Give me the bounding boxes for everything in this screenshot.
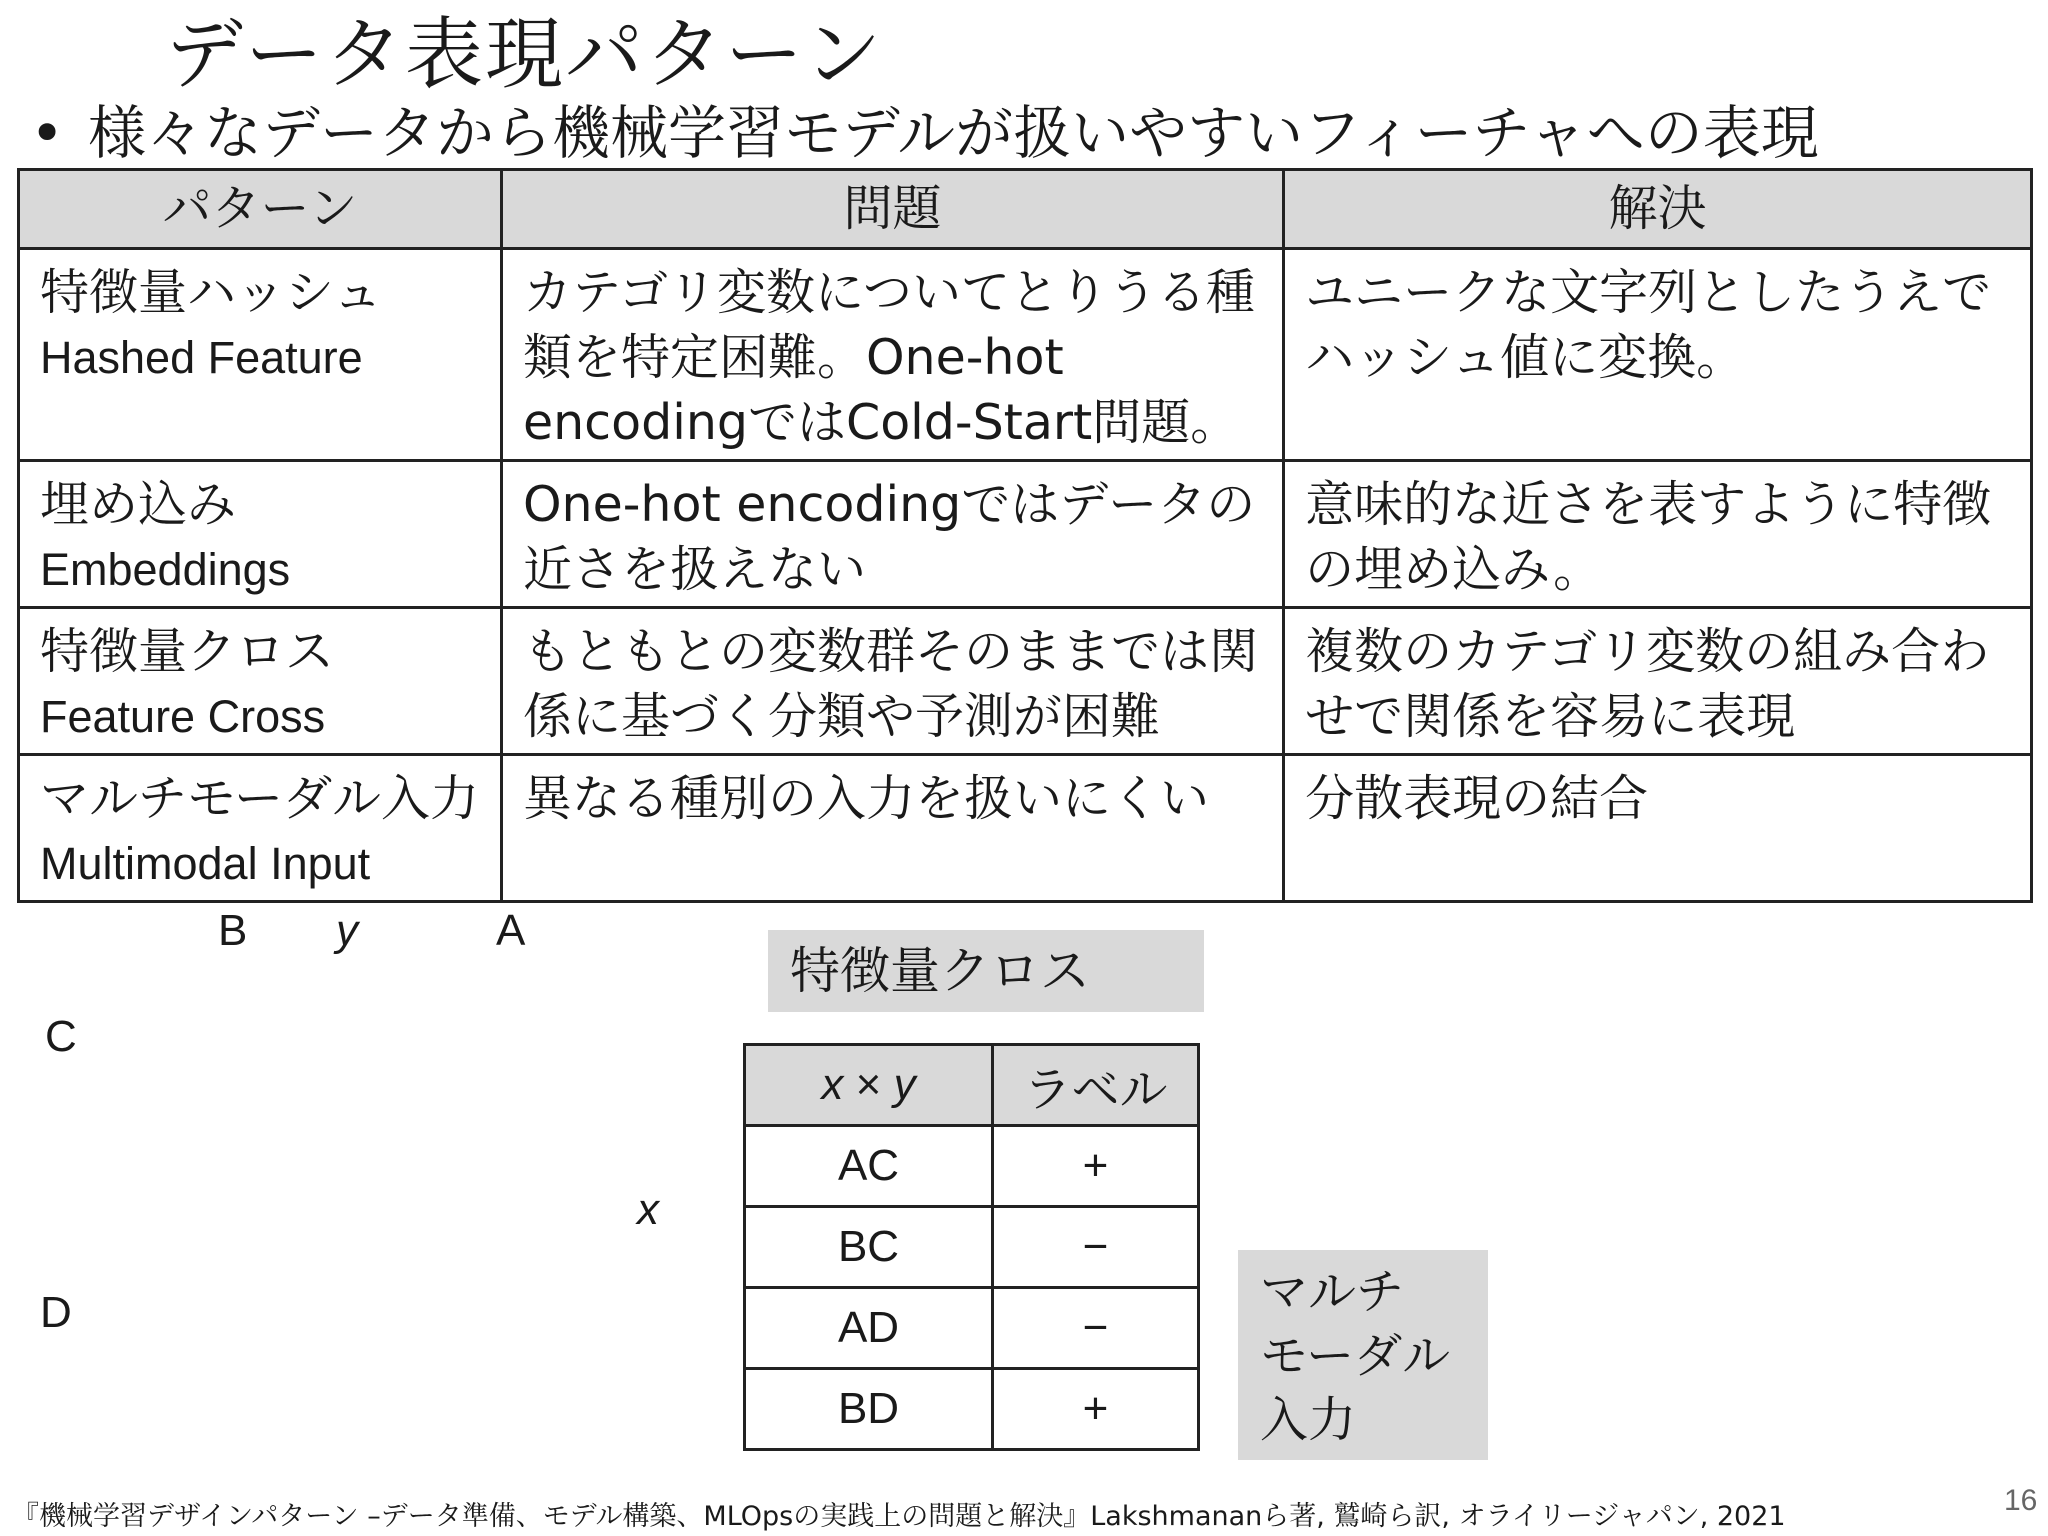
- cross-header-y: y: [893, 1060, 916, 1109]
- problem-cell: もともとの変数群そのままでは関係に基づく分類や予測が困難: [501, 608, 1283, 755]
- cross-label-cell: −: [993, 1288, 1199, 1369]
- table-row: [19, 249, 2032, 461]
- patterns-header-row: [19, 170, 2032, 249]
- diagram-letter-x: x: [637, 1185, 659, 1234]
- pattern-cell: [19, 755, 502, 902]
- cross-combo-cell: BC: [745, 1207, 993, 1288]
- cross-combo-cell: BD: [745, 1369, 993, 1450]
- cross-header-row: [745, 1045, 1199, 1126]
- diagram-letter-d: D: [40, 1288, 72, 1337]
- solution-cell: 意味的な近さを表すように特徴の埋め込み。: [1284, 461, 2032, 608]
- pattern-name-ja: 特徴量ハッシュ: [40, 264, 383, 321]
- bullet-item: [30, 86, 1819, 170]
- pattern-name-en: Embeddings: [40, 544, 291, 595]
- pattern-name-en: Hashed Feature: [40, 332, 363, 383]
- pattern-cell: [19, 249, 502, 461]
- diagram-letter-b: B: [218, 906, 248, 955]
- cross-header-label: ラベル: [993, 1045, 1199, 1126]
- footer-citation: 『機械学習デザインパターン –データ準備、モデル構築、MLOpsの実践上の問題と解決』Lakshmananら著, 鷲崎ら訳, オライリージャパン, 2021: [12, 1501, 1786, 1532]
- header-solution: 解決: [1284, 170, 2032, 249]
- pattern-cell: [19, 608, 502, 755]
- cross-combo-cell: AC: [745, 1126, 993, 1207]
- table-row: [19, 608, 2032, 755]
- bullet-dot-icon: •: [30, 99, 65, 167]
- cross-header-x: x: [821, 1060, 844, 1109]
- patterns-table: [17, 168, 2033, 903]
- pattern-name-en: Multimodal Input: [40, 838, 371, 889]
- problem-cell: カテゴリ変数についてとりうる種類を特定困難。One-hot encodingではCold-Start問題。: [501, 249, 1283, 461]
- table-row: [745, 1369, 1199, 1450]
- table-row: [19, 755, 2032, 902]
- cross-header-combination: [745, 1045, 993, 1126]
- header-problem: 問題: [501, 170, 1283, 249]
- feature-cross-table: [743, 1043, 1200, 1451]
- table-row: [745, 1207, 1199, 1288]
- multimodal-input-label: [1238, 1250, 1488, 1460]
- multimodal-line: マルチ: [1260, 1264, 1405, 1320]
- header-pattern: パターン: [19, 170, 502, 249]
- problem-cell: 異なる種別の入力を扱いにくい: [501, 755, 1283, 902]
- problem-cell: One-hot encodingではデータの近さを扱えない: [501, 461, 1283, 608]
- pattern-name-en: Feature Cross: [40, 691, 326, 742]
- times-icon: ×: [855, 1060, 882, 1109]
- multimodal-line: モーダル: [1260, 1328, 1451, 1384]
- diagram-letter-c: C: [45, 1012, 77, 1061]
- multimodal-line: 入力: [1260, 1392, 1357, 1448]
- diagram-letter-y: y: [336, 906, 358, 955]
- cross-label-cell: +: [993, 1369, 1199, 1450]
- cross-label-cell: +: [993, 1126, 1199, 1207]
- table-row: [19, 461, 2032, 608]
- pattern-name-ja: 特徴量クロス: [40, 623, 335, 680]
- pattern-name-ja: 埋め込み: [40, 476, 237, 533]
- table-row: [745, 1288, 1199, 1369]
- diagram-letter-a: A: [496, 906, 526, 955]
- cross-combo-cell: AD: [745, 1288, 993, 1369]
- table-row: [745, 1126, 1199, 1207]
- page-number: 16: [2004, 1484, 2038, 1517]
- cross-label-cell: −: [993, 1207, 1199, 1288]
- solution-cell: ユニークな文字列としたうえでハッシュ値に変換。: [1284, 249, 2032, 461]
- solution-cell: 分散表現の結合: [1284, 755, 2032, 902]
- solution-cell: 複数のカテゴリ変数の組み合わせで関係を容易に表現: [1284, 608, 2032, 755]
- feature-cross-label: 特徴量クロス: [768, 930, 1204, 1012]
- pattern-name-ja: マルチモーダル入力: [40, 770, 480, 827]
- pattern-cell: [19, 461, 502, 608]
- slide-title: データ表現パターン: [165, 10, 884, 100]
- bullet-text: 様々なデータから機械学習モデルが扱いやすいフィーチャへの表現: [88, 99, 1819, 167]
